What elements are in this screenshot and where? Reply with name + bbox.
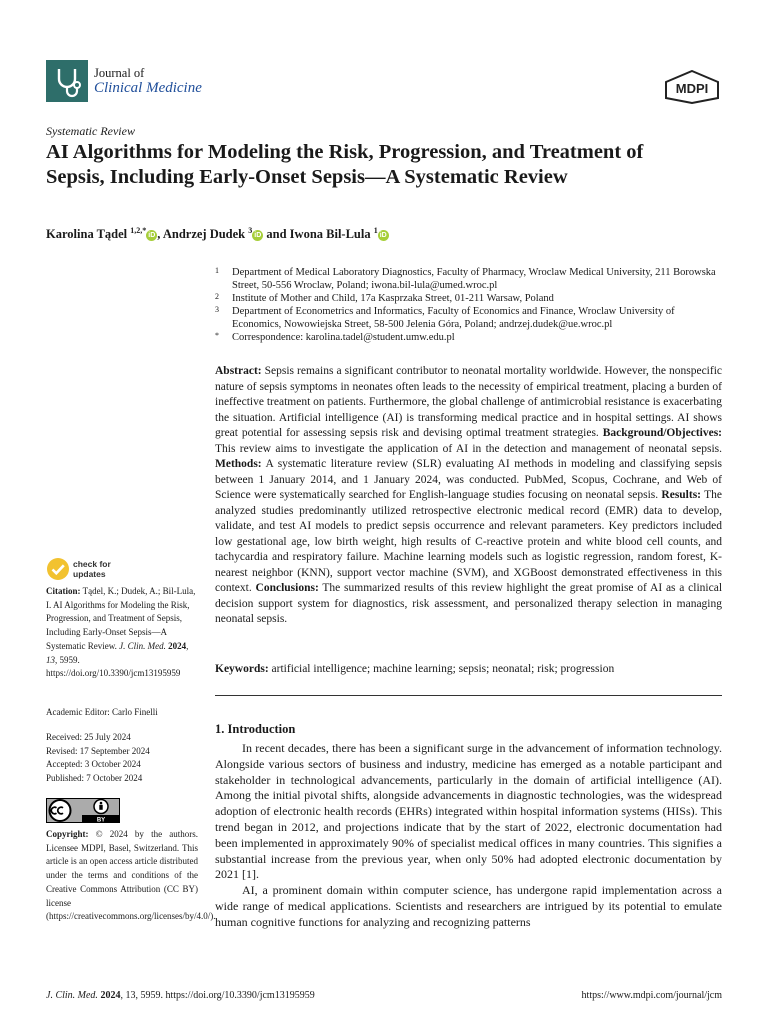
- date-published: Published: 7 October 2024: [46, 772, 143, 783]
- section-divider: [215, 695, 722, 696]
- date-received: Received: 25 July 2024: [46, 732, 131, 742]
- abstract-label: Abstract:: [215, 365, 262, 377]
- footer-year: 2024: [100, 990, 121, 1001]
- article-type: Systematic Review: [46, 124, 135, 138]
- date-accepted: Accepted: 3 October 2024: [46, 759, 141, 769]
- academic-editor: Academic Editor: Carlo Finelli: [46, 707, 158, 717]
- footer-citation: [46, 990, 315, 1001]
- citation-volume: 13: [46, 654, 55, 665]
- check-updates-line1: check for: [73, 559, 111, 569]
- author-name: Iwona Bil-Lula: [289, 227, 371, 242]
- copyright-block: [46, 828, 216, 924]
- paragraph-text: In recent decades, there has been a significant surge in the advancement of information technology. Alongside various sectors of business and industry, medicine has emerged as a notable participant and stakeholder in technological advancements, particularly in the domain of artificial intelligence (AI). Among the initial pivotal shifts, alongside advancements in diagnostic technologies, was the widespread adoption of electronic health records (EHRs) integrated within hospital information systems (HISs). This trend began in 2012, and projections indicate that by the start of 2022, electronic documentation had been implemented in approximately 90% of specialist medical offices in many countries. This signifies a substantial increase from the previous year, when only 50% had adopted electronic documentation by 2021: [215, 741, 722, 882]
- affiliation-item: [215, 331, 725, 344]
- affiliation-text: Department of Medical Laboratory Diagnostics, Faculty of Pharmacy, Wroclaw Medical University, 211 Borowska Street, 50-556 Wroclaw, Poland; iwona.bil-lula@umed.wroc.pl: [232, 267, 716, 291]
- citation-journal: J. Clin. Med.: [119, 640, 166, 651]
- body-text: [215, 741, 722, 931]
- section-heading: 1. Introduction: [215, 722, 296, 736]
- affiliation-text: Institute of Mother and Child, 17a Kasprzaka Street, 01-211 Warsaw, Poland: [232, 293, 554, 304]
- copyright-label: Copyright:: [46, 829, 89, 839]
- orcid-icon[interactable]: iD: [254, 232, 262, 240]
- journal-of-label: Journal of: [94, 66, 145, 80]
- abstract: [215, 364, 722, 628]
- citation-year: 2024: [168, 640, 187, 651]
- check-updates-label: [73, 559, 111, 579]
- affiliation-item: [215, 266, 725, 292]
- paragraph: AI, a prominent domain within computer science, has undergone rapid implementation across a wide range of medical applications. Scientists and researchers are intrigued by its potential to emulate human cognitive functions for analyzing and recognizing patterns: [215, 883, 722, 929]
- journal-logo: [46, 60, 88, 102]
- citation-block: Citation: Tądel, K.; Dudek, A.; Bil-Lula, I. AI Algorithms for Modeling the Risk, Progression, and Treatment of Sepsis, Including Early-Onset Sepsis—A Systematic Review. J. Clin. Med. 2024, 13, 5959. https://doi.org/10.3390/jcm13195959: [46, 586, 196, 679]
- author-affiliation-marks: 1: [373, 226, 378, 235]
- keywords: [215, 662, 722, 677]
- publication-dates: [46, 731, 150, 785]
- keywords-text: artificial intelligence; machine learning; sepsis; neonatal; risk; progression: [271, 663, 615, 675]
- publisher-name: MDPI: [675, 81, 709, 96]
- check-for-updates-button[interactable]: [46, 557, 136, 583]
- affiliation-item: [215, 305, 725, 331]
- abstract-background: This review aims to investigate the application of AI in the detection and management of neonatal sepsis.: [215, 442, 722, 455]
- abstract-conclusions: The summarized results of this review highlight the great promise of AI as a clinical decision support system for diagnostics, risk assessment, and personalized therapy selection in managing neonatal sepsis.: [215, 582, 723, 625]
- abstract-results: The analyzed studies predominantly utilized retrospective electronic medical record (EMR) data to develop, validate, and test AI models to predict sepsis occurrence and relevant parameters. Key predictors included low gestational age, low birth weight, high results of C-reactive protein and white blood cell counts, and tachycardia and respiratory failure. Machine learning models such as logistic regression, random forest, K-nearest neighbor (KNN), support vector machine (SVM), and XGBoost demonstrated effectiveness in this context.: [215, 489, 722, 594]
- paragraph: In recent decades, there has been a significant surge in the advancement of information technology. Alongside various sectors of business and industry, medicine has emerged as a notable participant and stakeholder in technological advancements, particularly in the domain of artificial intelligence (AI). Among the initial pivotal shifts, alongside advancements in diagnostic technologies, was the widespread adoption of electronic health records (EHRs) integrated within hospital information systems (HISs). This trend began in 2012, and projections indicate that by the start of 2022, electronic documentation had been implemented in approximately 90% of specialist medical offices in many countries. This signifies a substantial increase from the previous year, when only 50% had adopted electronic documentation by 2021 [1].: [215, 741, 722, 882]
- orcid-icon[interactable]: iD: [148, 232, 156, 240]
- keywords-label: Keywords:: [215, 663, 269, 675]
- citation-pages-doi[interactable]: 5959. https://doi.org/10.3390/jcm13195959: [46, 654, 181, 679]
- citation-label: Citation:: [46, 586, 81, 596]
- article-title: AI Algorithms for Modeling the Risk, Progression, and Treatment of Sepsis, Including Early-Onset Sepsis—A Systematic Review: [46, 141, 644, 188]
- check-updates-line2: updates: [73, 569, 106, 579]
- affiliation-mark: 3: [215, 305, 219, 314]
- methods-label: Methods:: [215, 458, 262, 470]
- affiliation-text: Department of Econometrics and Informatics, Faculty of Economics and Finance, Wroclaw University of Economics, Nowowiejska Street, 58-500 Jelenia Góra, Poland; andrzej.dudek@ue.wroc.pl: [232, 306, 675, 330]
- footer-volume-doi[interactable]: , 13, 5959. https://doi.org/10.3390/jcm13195959: [120, 990, 315, 1001]
- author-separator: and: [263, 227, 290, 242]
- affiliations: [215, 266, 725, 344]
- conclusions-label: Conclusions:: [255, 582, 319, 594]
- affiliation-mark: 1: [215, 266, 219, 275]
- cc-by-license-icon[interactable]: [46, 798, 120, 823]
- affiliation-item: [215, 292, 725, 305]
- mdpi-logo: [664, 70, 720, 104]
- background-label: Background/Objectives:: [602, 427, 722, 439]
- author-affiliation-marks: 3: [248, 226, 253, 235]
- author-separator: ,: [157, 227, 163, 242]
- check-updates-icon: [46, 557, 70, 581]
- affiliation-mark: 2: [215, 292, 219, 301]
- date-revised: Revised: 17 September 2024: [46, 745, 150, 756]
- citation-text: Tądel, K.; Dudek, A.; Bil-Lula, I. AI Algorithms for Modeling the Risk, Progression, and Treatment of Sepsis, Including Early-Onset Sepsis—A Systematic Review.: [46, 586, 196, 651]
- abstract-intro: Sepsis remains a significant contributor to neonatal mortality worldwide. However, the nonspecific nature of sepsis symptoms in neonates often leads to the necessity of empirical treatment, placing a burden of ineffective treatment on patients. Furthermore, the global challenge of antimicrobial resistance is exacerbating the situation. Artificial intelligence (AI) is transforming medical practice and in hospital settings. AI shows great potential for assessing sepsis risk and devising optimal treatment strategies.: [215, 365, 722, 439]
- affiliation-mark: *: [215, 331, 219, 340]
- cc-by-text: BY: [96, 817, 106, 823]
- footer-journal: J. Clin. Med.: [46, 990, 98, 1001]
- author-name: Karolina Tądel: [46, 227, 128, 242]
- author-list: [46, 226, 389, 242]
- orcid-icon[interactable]: iD: [379, 232, 387, 240]
- author-name: Andrzej Dudek: [162, 227, 246, 242]
- affiliation-text: Correspondence: karolina.tadel@student.umw.edu.pl: [232, 332, 455, 343]
- author-affiliation-marks: 1,2,*: [130, 226, 147, 235]
- footer-journal-url[interactable]: https://www.mdpi.com/journal/jcm: [581, 990, 722, 1001]
- reference-link[interactable]: 1: [246, 867, 252, 882]
- journal-name: Clinical Medicine: [94, 80, 202, 96]
- results-label: Results:: [661, 489, 702, 501]
- copyright-text: © 2024 by the authors. Licensee MDPI, Basel, Switzerland. This article is an open access article distributed under the terms and conditions of the Creative Commons Attribution (CC BY) license (https://creativecommons.org/licenses/by/4.0/).: [46, 829, 216, 922]
- abstract-methods: A systematic literature review (SLR) evaluating AI methods in modeling and classifying sepsis between 1 January 2014, and 1 January 2024, was conducted. PubMed, Scopus, Cochrane, and Web of Science were systematically searched for English-language studies focusing on neonatal sepsis.: [215, 458, 722, 501]
